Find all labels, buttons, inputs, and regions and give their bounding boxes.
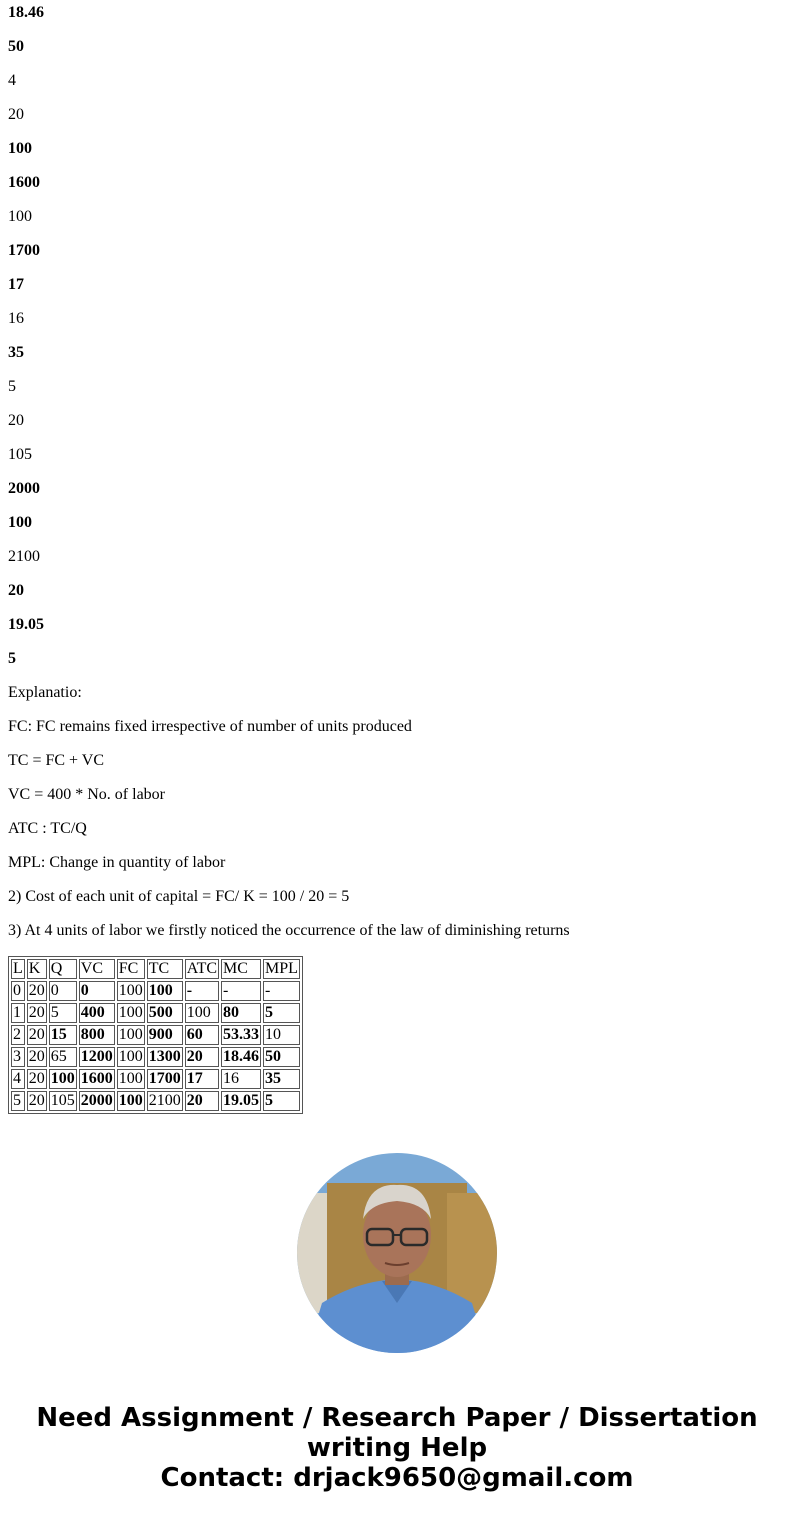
table-cell: 1300 — [148, 1048, 181, 1065]
explanation-atc: ATC : TC/Q — [8, 820, 87, 837]
table-cell: 20 — [28, 1092, 45, 1109]
table-header-cell: Q — [49, 959, 77, 979]
value-line: 2000 — [8, 480, 40, 497]
value-line: 2100 — [8, 548, 40, 565]
table-cell: 1600 — [80, 1070, 113, 1087]
table-cell: 20 — [185, 1091, 219, 1111]
table-cell: 800 — [79, 1025, 115, 1045]
table-cell: 0 — [49, 981, 77, 1001]
value-line: 20 — [8, 582, 24, 599]
table-cell: 5 — [11, 1091, 25, 1111]
table-cell: 100 — [118, 1070, 143, 1087]
table-cell: 20 — [28, 1004, 45, 1021]
table-cell: 2 — [11, 1025, 25, 1045]
value-line: 100 — [8, 514, 32, 531]
promo-contact: Contact: drjack9650@gmail.com — [160, 1463, 634, 1493]
table-header-cell: ATC — [186, 960, 218, 977]
explanation-fc: FC: FC remains fixed irrespective of number of units produced — [8, 718, 412, 735]
table-cell: 50 — [263, 1047, 300, 1067]
table-header-cell: VC — [79, 959, 115, 979]
table-header-cell: L — [13, 960, 23, 977]
table-cell: 100 — [185, 1003, 219, 1023]
table-cell: 60 — [185, 1025, 219, 1045]
table-cell: 105 — [50, 1092, 75, 1109]
table-cell: 0 — [11, 981, 25, 1001]
value-line: 17 — [8, 276, 24, 293]
table-header-cell: K — [27, 959, 47, 979]
table-cell: 900 — [147, 1025, 183, 1045]
author-avatar — [297, 1153, 497, 1353]
answer-2: 2) Cost of each unit of capital = FC/ K = 100 / 20 = 5 — [8, 888, 350, 905]
avatar-portrait — [297, 1153, 497, 1353]
table-cell: 0 — [79, 981, 115, 1001]
table-cell: 80 — [221, 1003, 261, 1023]
table-cell: - — [263, 981, 300, 1001]
value-line: 5 — [8, 378, 16, 395]
table-cell: - — [221, 981, 261, 1001]
explanation-vc: VC = 400 * No. of labor — [8, 786, 166, 803]
table-row — [11, 981, 300, 1001]
table-cell: 20 — [28, 982, 45, 999]
table-header-cell: TC — [147, 959, 183, 979]
value-line: 5 — [8, 650, 16, 667]
table-cell: 19.05 — [223, 1092, 260, 1109]
table-cell: 100 — [118, 1026, 143, 1043]
table-header-row — [11, 959, 300, 979]
table-header-cell: MPL — [265, 960, 298, 977]
value-line: 105 — [8, 446, 32, 463]
answer-3: 3) At 4 units of labor we firstly noticed the occurrence of the law of diminishing returns — [8, 922, 570, 939]
value-line: 20 — [8, 106, 24, 123]
table-cell: 35 — [263, 1069, 300, 1089]
table-cell: 53.33 — [223, 1026, 260, 1043]
value-line: 16 — [8, 310, 24, 327]
value-line: 18.46 — [8, 4, 44, 21]
table-cell: 3 — [11, 1047, 25, 1067]
table-cell: 100 — [118, 1092, 143, 1109]
table-cell: 17 — [185, 1069, 219, 1089]
explanation-heading: Explanatio: — [8, 684, 82, 701]
table-cell: 15 — [49, 1025, 77, 1045]
table-cell: 5 — [263, 1003, 300, 1023]
table-cell: 1 — [11, 1003, 25, 1023]
table-row — [11, 1069, 300, 1089]
value-line: 100 — [8, 208, 32, 225]
value-line: 19.05 — [8, 616, 44, 633]
table-cell: 10 — [263, 1025, 300, 1045]
table-cell: 500 — [147, 1003, 183, 1023]
promo-line-1: Need Assignment / Research Paper / Dissertation — [36, 1403, 758, 1433]
table-cell: 20 — [28, 1070, 45, 1087]
value-line: 20 — [8, 412, 24, 429]
value-line: 100 — [8, 140, 32, 157]
promo-footer — [0, 1403, 794, 1493]
explanation-tc: TC = FC + VC — [8, 752, 104, 769]
cost-table — [8, 956, 303, 1114]
table-row — [11, 1025, 300, 1045]
value-line: 4 — [8, 72, 16, 89]
table-cell: 20 — [185, 1047, 219, 1067]
table-cell: 4 — [11, 1069, 25, 1089]
promo-line-2: writing Help — [306, 1433, 488, 1463]
table-row — [11, 1047, 300, 1067]
table-cell: 20 — [28, 1026, 45, 1043]
table-header-cell: MC — [221, 959, 261, 979]
table-cell: 20 — [28, 1048, 45, 1065]
table-cell: 400 — [79, 1003, 115, 1023]
table-cell: 16 — [221, 1069, 261, 1089]
table-cell: - — [185, 981, 219, 1001]
table-cell: 1700 — [148, 1070, 181, 1087]
table-cell: 2100 — [148, 1092, 181, 1109]
table-cell: 2000 — [80, 1092, 113, 1109]
table-cell: 100 — [50, 1070, 75, 1087]
table-cell: 5 — [49, 1003, 77, 1023]
table-cell: 1200 — [80, 1048, 113, 1065]
value-line: 1700 — [8, 242, 40, 259]
value-line: 1600 — [8, 174, 40, 191]
table-cell: 100 — [118, 982, 143, 999]
table-cell: 5 — [263, 1091, 300, 1111]
table-row — [11, 1091, 300, 1111]
value-line: 35 — [8, 344, 24, 361]
table-row — [11, 1003, 300, 1023]
table-cell: 100 — [118, 1048, 143, 1065]
table-cell: 100 — [118, 1004, 143, 1021]
table-cell: 100 — [147, 981, 183, 1001]
explanation-mpl: MPL: Change in quantity of labor — [8, 854, 226, 871]
value-list — [8, 4, 786, 684]
table-cell: 18.46 — [223, 1048, 260, 1065]
table-cell: 65 — [49, 1047, 77, 1067]
table-header-cell: FC — [117, 959, 145, 979]
value-line: 50 — [8, 38, 24, 55]
